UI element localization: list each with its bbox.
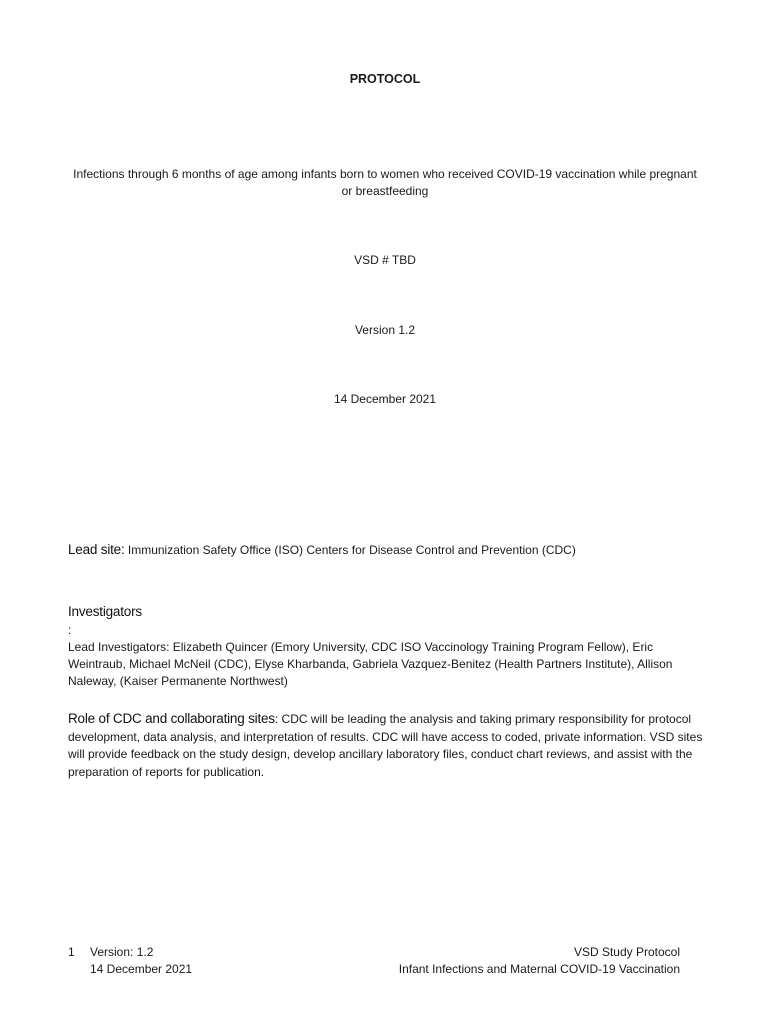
investigators-text: Lead Investigators: Elizabeth Quincer (Emory University, CDC ISO Vaccinology Training Program Fellow), Eric Weintraub, Michael McNeil (CDC), Elyse Kharbanda, Gabriela Vazquez-Benitez (Health Partners Institute), Allison Naleway, (Kaiser Permanente Northwest): [68, 640, 673, 688]
lead-site-label: Lead site:: [68, 542, 125, 557]
lead-site-section: [68, 541, 708, 559]
footer-date: 14 December 2021: [90, 962, 193, 976]
lead-site-text: Immunization Safety Office (ISO) Centers for Disease Control and Prevention (CDC): [124, 543, 576, 557]
role-text: : CDC will be leading the analysis and taking primary responsibility for protocol development, data analysis, and interpretation of results. CDC will have access to coded, private information. VSD sites will provide feedback on the study design, develop ancillary laboratory files, conduct chart reviews, and assist with the preparation of reports for publication.: [68, 712, 703, 779]
study-title: Infections through 6 months of age among infants born to women who received COVID-19 vaccination while pregnant or breastfeeding: [73, 167, 697, 198]
investigators-section: [68, 603, 708, 690]
footer-protocol-label: VSD Study Protocol: [573, 945, 680, 959]
role-section: [68, 710, 708, 781]
footer-study-name: Infant Infections and Maternal COVID-19 Vaccination: [398, 962, 680, 976]
footer-left: [68, 944, 268, 978]
vsd-number: VSD # TBD: [354, 253, 416, 267]
footer-version: Version: 1.2: [90, 945, 154, 959]
version-line: Version 1.2: [354, 323, 416, 337]
page-number: 1: [68, 945, 75, 959]
document-heading: PROTOCOL: [349, 72, 421, 86]
role-label: Role of CDC and collaborating sites: [68, 711, 275, 726]
document-date: 14 December 2021: [333, 392, 437, 406]
footer-right: [320, 944, 680, 978]
investigators-colon: :: [68, 623, 72, 637]
investigators-label: Investigators: [68, 604, 142, 619]
